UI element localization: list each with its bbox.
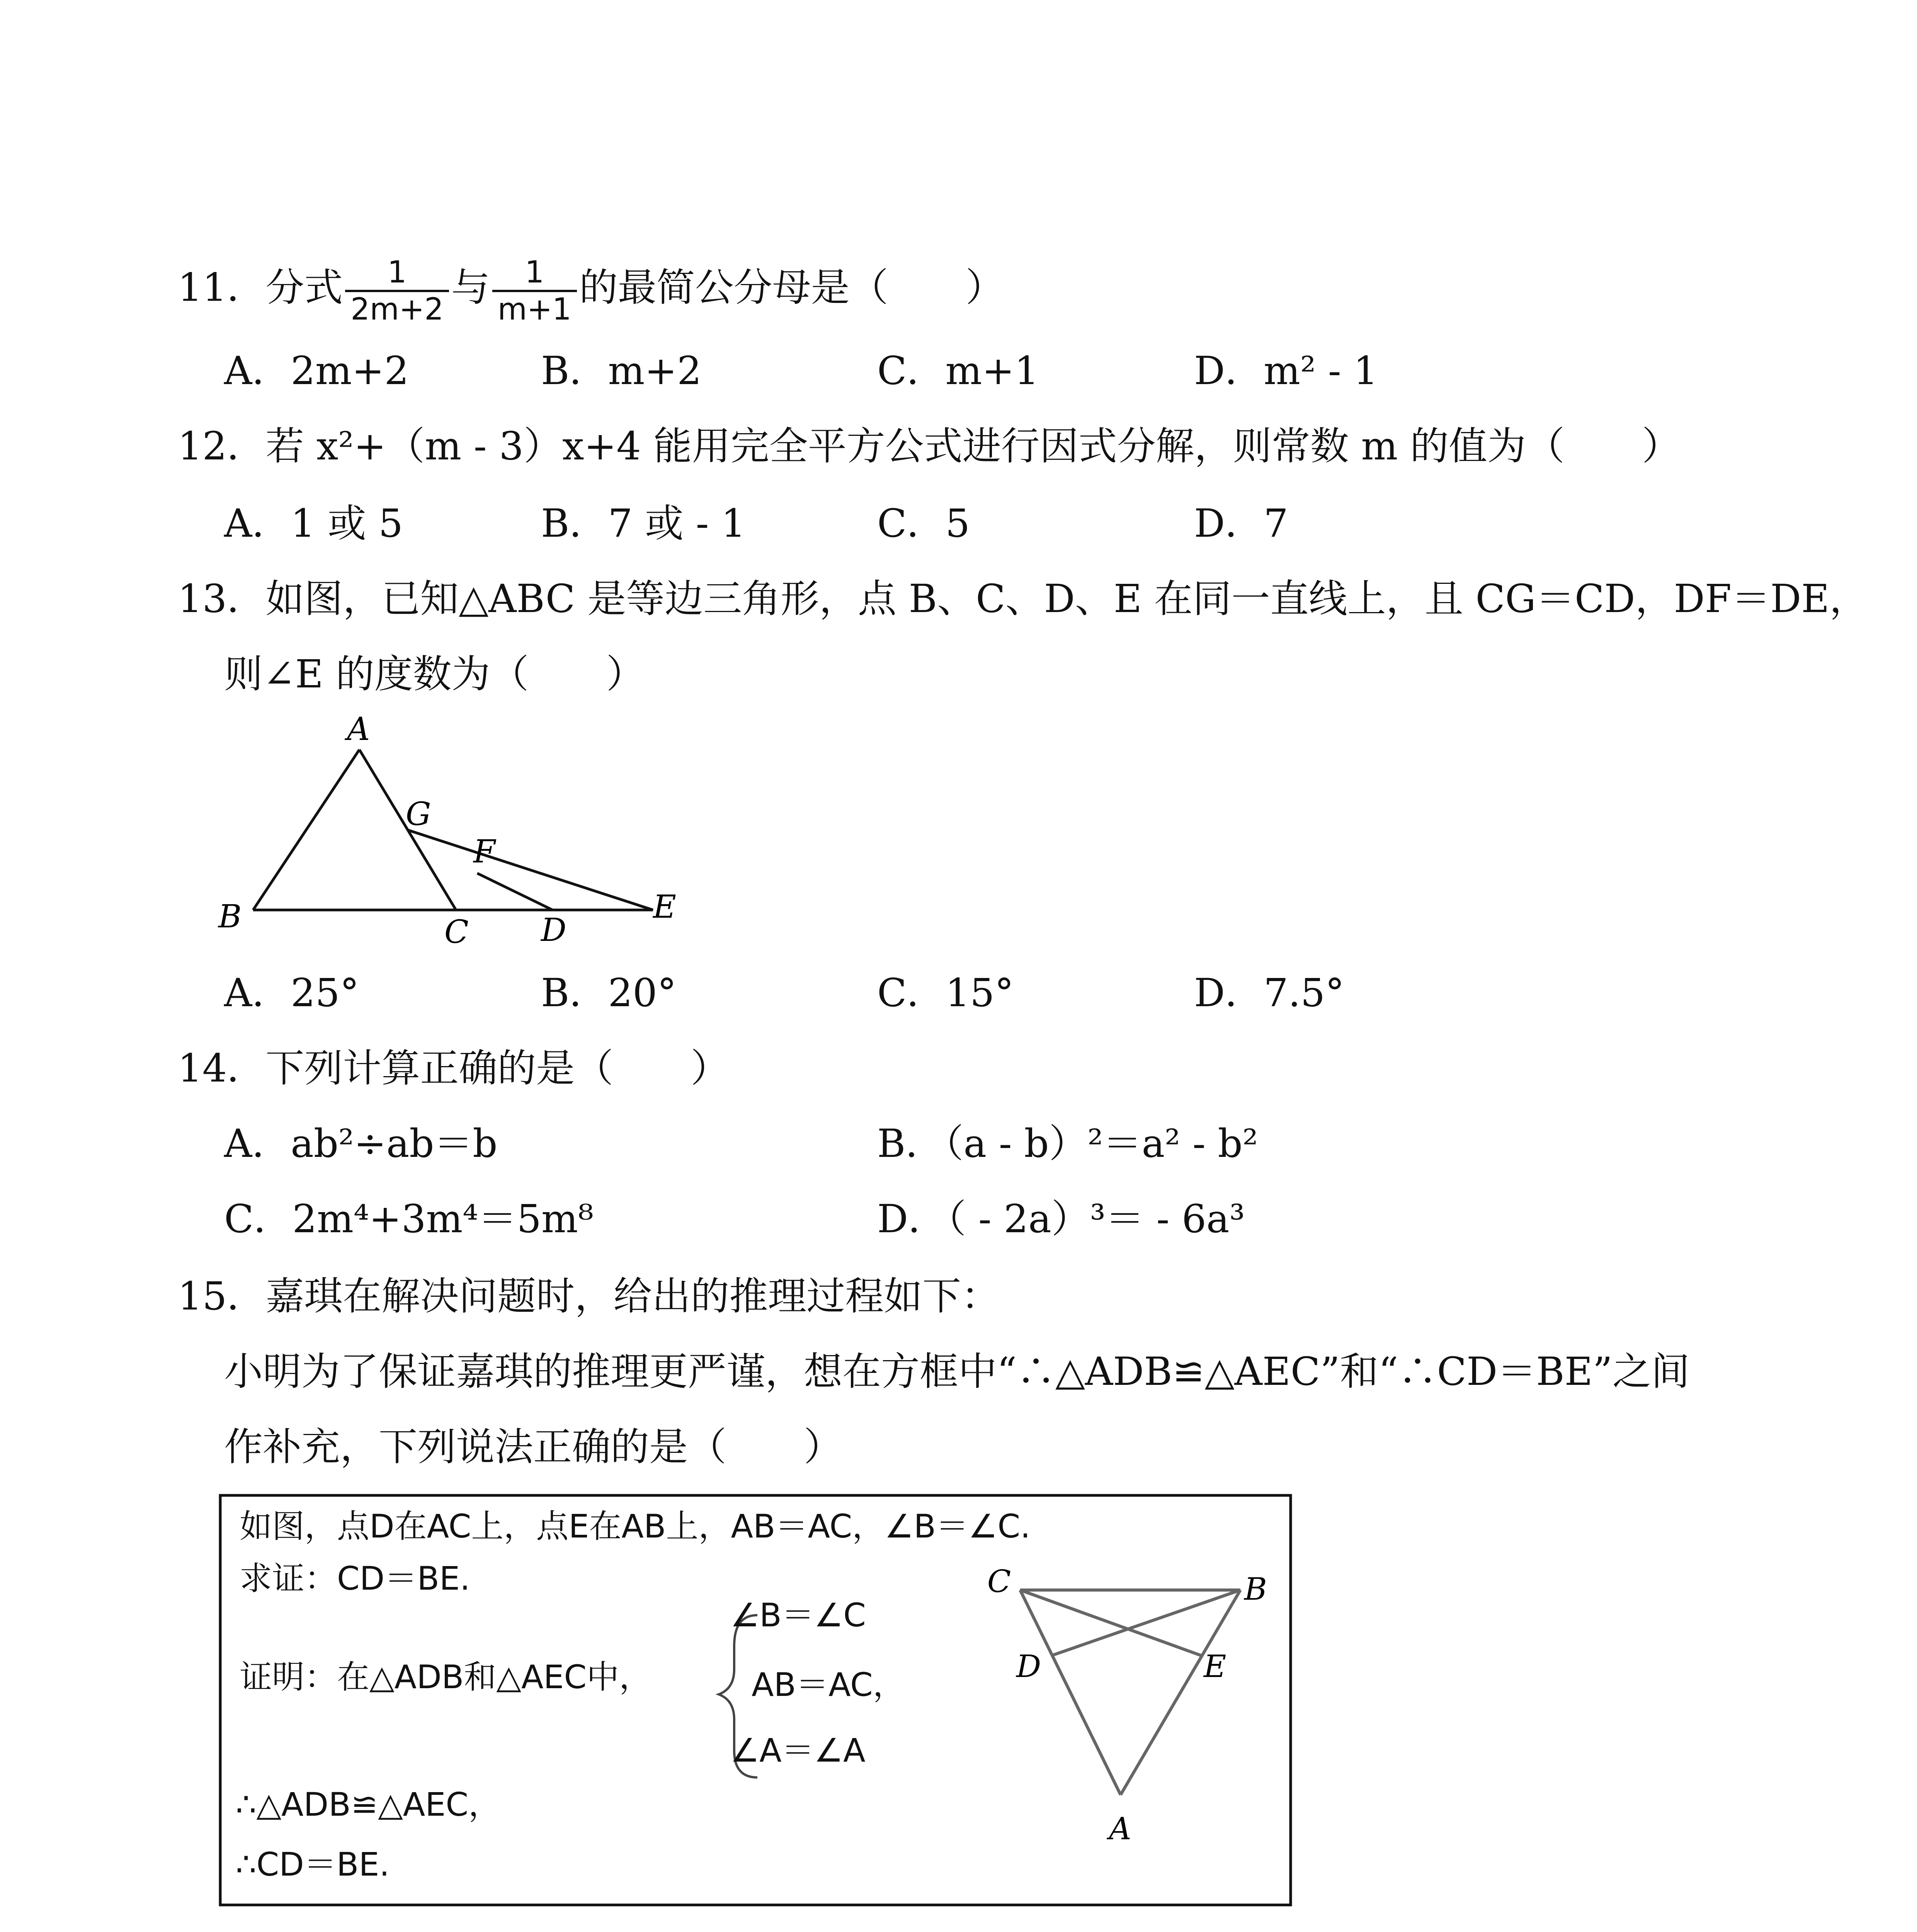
option-d: D．m² - 1 (1194, 348, 1378, 393)
segment-bd (1051, 1590, 1240, 1656)
option-d: D．（ - 2a）³＝ - 6a³ (877, 1196, 1245, 1242)
option-b: B．m+2 (541, 348, 702, 393)
segment-fd (477, 873, 553, 910)
proof-condition-1: ∠B＝∠C (730, 1596, 866, 1634)
fraction-denominator: m+1 (497, 292, 572, 327)
option-c: C．2m⁴+3m⁴＝5m⁸ (224, 1196, 594, 1242)
question-12: 12．若 x²+（m - 3）x+4 能用完全平方公式进行因式分解，则常数 m 的值为（ ） (178, 423, 1681, 469)
label-f: F (473, 833, 495, 870)
option-b: B．20° (541, 970, 677, 1015)
label-c: C (987, 1563, 1011, 1599)
question-14: 14．下列计算正确的是（ ） (178, 1046, 730, 1091)
option-b: B．（a - b）²＝a² - b² (877, 1121, 1258, 1166)
option-a: A．1 或 5 (224, 501, 403, 546)
segment-ba (1121, 1590, 1240, 1795)
option-a: A．2m+2 (224, 348, 409, 393)
option-a: A．25° (224, 970, 359, 1015)
label-d: D (1016, 1648, 1041, 1684)
question-15-line-1: 15．嘉琪在解决问题时，给出的推理过程如下： (178, 1274, 1000, 1319)
segment-ba (253, 750, 359, 910)
option-c: C．5 (877, 501, 970, 546)
label-a: A (1109, 1811, 1131, 1847)
fraction-denominator: 2m+2 (350, 292, 444, 327)
label-g: G (406, 796, 431, 833)
label-b: B (218, 898, 242, 935)
question-15-line-2: 小明为了保证嘉琪的推理更严谨，想在方框中“∴△ADB≌△AEC”和“∴CD＝BE”之间 (224, 1349, 1690, 1394)
label-c: C (444, 914, 469, 951)
proof-conclusion: ∴CD＝BE. (236, 1845, 390, 1883)
question-text: 与 (451, 265, 490, 310)
proof-intro: 证明：在△ADB和△AEC中， (240, 1658, 652, 1696)
option-c: C．m+1 (877, 348, 1039, 393)
option-d: D．7.5° (1194, 970, 1345, 1015)
label-b: B (1244, 1571, 1267, 1607)
question-number: 11． (178, 265, 266, 310)
label-a: A (347, 711, 370, 748)
label-e: E (653, 889, 676, 925)
question-15-line-3: 作补充，下列说法正确的是（ ） (224, 1424, 842, 1469)
question-text: 分式 (265, 265, 343, 310)
proof-given: 如图，点D在AC上，点E在AB上，AB＝AC，∠B＝∠C. (240, 1507, 1031, 1545)
proof-congruence: ∴△ADB≌△AEC， (236, 1786, 501, 1823)
question-13-line-2: 则∠E 的度数为（ ） (224, 651, 645, 697)
proof-condition-2: AB＝AC， (752, 1666, 905, 1704)
fraction-numerator: 1 (492, 255, 577, 292)
fraction-numerator: 1 (345, 255, 449, 292)
label-d: D (541, 912, 566, 949)
option-a: A．ab²÷ab＝b (224, 1121, 498, 1166)
proof-goal: 求证：CD＝BE. (240, 1560, 470, 1597)
option-c: C．15° (877, 970, 1014, 1015)
label-e: E (1204, 1648, 1226, 1684)
proof-condition-3: ∠A＝∠A (730, 1731, 866, 1769)
question-text: 的最简公分母是（ ） (579, 265, 1004, 310)
question-13-line-1: 13．如图，已知△ABC 是等边三角形，点 B、C、D、E 在同一直线上，且 CG＝CD，DF＝DE， (178, 576, 1868, 621)
option-d: D．7 (1194, 501, 1288, 546)
option-b: B．7 或 - 1 (541, 501, 746, 546)
